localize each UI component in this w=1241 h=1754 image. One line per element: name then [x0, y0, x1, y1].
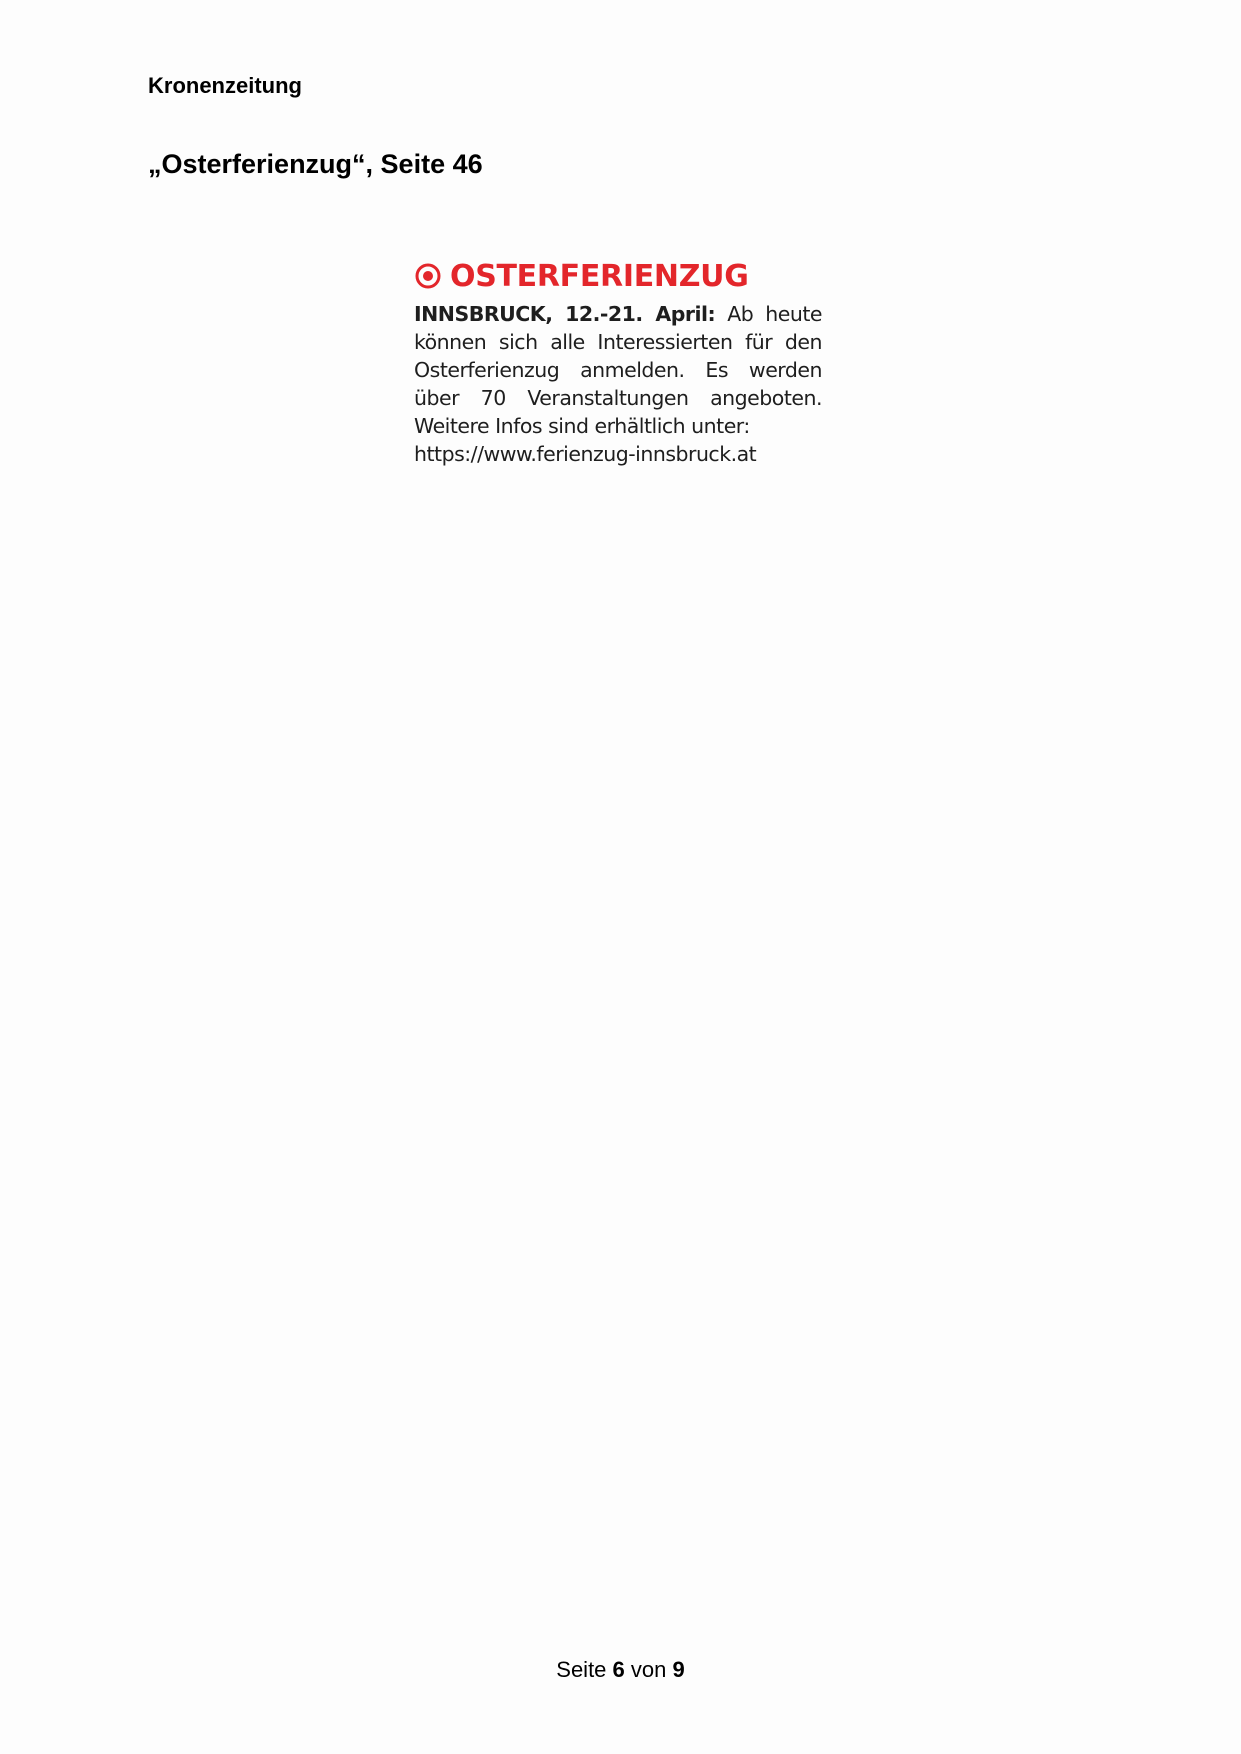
target-icon [414, 262, 442, 290]
article-title: „Osterferienzug“, Seite 46 [148, 149, 483, 179]
clipping-header [414, 256, 822, 296]
clipping-text: Ab heute können sich alle Interessierten für den Osterferienzug anmelden. Es werden über 70 Veranstaltungen angeboten. Weitere Infos sind erhältlich unter: [414, 302, 822, 438]
page-total: 9 [672, 1657, 685, 1682]
clipping-lead: INNSBRUCK, 12.-21. April: [414, 302, 716, 326]
clipping-body [414, 300, 822, 468]
page-mid: von [624, 1657, 673, 1682]
clipping-headline: OSTERFERIENZUG [450, 258, 749, 294]
newspaper-clipping [414, 256, 822, 468]
source-name: Kronenzeitung [148, 73, 302, 98]
clipping-url: https://www.ferienzug-innsbruck.at [414, 442, 757, 466]
page-number [0, 1656, 1241, 1684]
page-prefix: Seite [556, 1657, 613, 1682]
page-current: 6 [612, 1657, 625, 1682]
